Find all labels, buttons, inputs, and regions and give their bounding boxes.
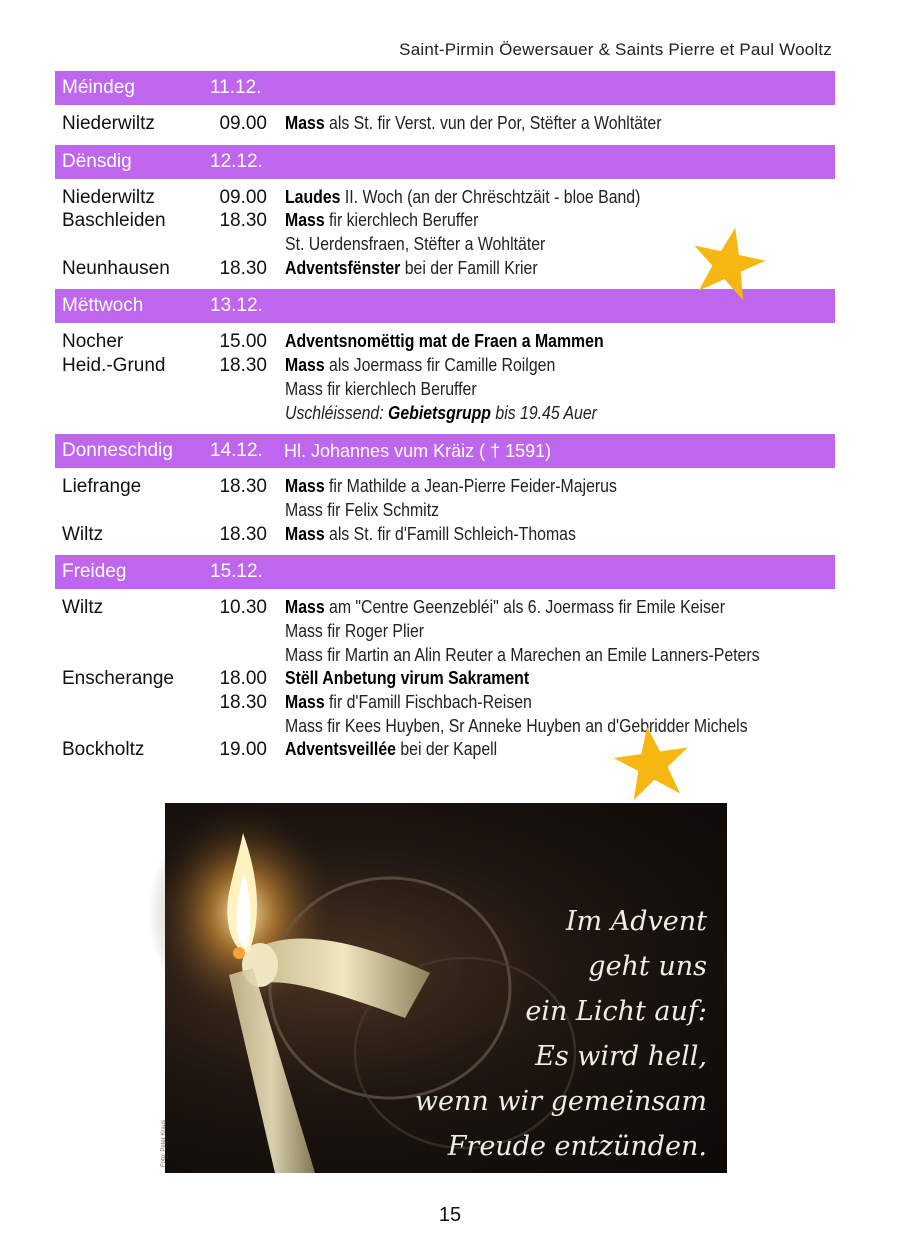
entry-event: Mass (285, 355, 325, 376)
entry-detail: als St. fir Verst. vun der Por, Stëfter a Wohltäter (324, 113, 662, 133)
entry-event: Mass (285, 210, 325, 231)
entry-time: 18.30 (219, 523, 267, 545)
entry-description (285, 475, 617, 499)
entry-description (285, 620, 424, 644)
entry-detail: bis 19.45 Auer (490, 402, 597, 423)
schedule-entry (55, 620, 835, 644)
schedule-entry (55, 330, 835, 354)
entry-event: Mass (285, 476, 325, 497)
entry-time: 10.30 (219, 597, 267, 619)
day-name: Freideg (62, 561, 127, 583)
entry-description (285, 209, 478, 233)
entry-prefix: Uschléissend: (285, 402, 389, 423)
entry-event: Stëll Anbetung virum Sakrament (285, 668, 530, 689)
quote-line: ein Licht auf: (525, 996, 707, 1027)
entry-detail: bei der Famill Krier (400, 257, 538, 278)
entry-detail: als Joermass fir Camille Roilgen (324, 355, 556, 376)
star-decoration (613, 722, 691, 802)
entry-place: Enscherange (62, 668, 174, 690)
entry-time: 18.30 (219, 257, 267, 279)
entry-time: 15.00 (219, 331, 267, 353)
entry-place: Heid.-Grund (62, 355, 166, 377)
schedule-entry (55, 186, 835, 210)
entry-detail: Mass fir kierchlech Beruffer (285, 378, 477, 399)
star-decoration (690, 222, 766, 302)
day-date: 11.12. (210, 77, 262, 98)
quote-line: Freude entzünden. (447, 1131, 707, 1162)
entry-detail: fir Mathilde a Jean-Pierre Feider-Majerus (324, 476, 617, 497)
day-header (55, 71, 835, 105)
entry-description (285, 233, 545, 257)
entry-place: Baschleiden (62, 210, 166, 232)
entry-description (285, 596, 725, 620)
entry-time: 09.00 (219, 113, 267, 134)
entry-detail: Mass fir Felix Schmitz (285, 499, 440, 520)
entry-description (285, 523, 576, 547)
day-date: 13.12. (210, 295, 263, 317)
entry-event: Adventsveillée (285, 739, 396, 760)
entry-description (285, 186, 640, 210)
day-header (55, 434, 835, 468)
day-header (55, 555, 835, 589)
day-entries (55, 589, 835, 771)
schedule-entry (55, 523, 835, 547)
entry-description (285, 402, 597, 426)
day-entries (55, 323, 835, 434)
entry-description (285, 257, 538, 281)
entry-detail: fir kierchlech Beruffer (324, 210, 479, 231)
advent-candle-photo (161, 803, 727, 1173)
entry-description (285, 378, 477, 402)
page-number: 15 (438, 1204, 462, 1226)
entry-event: Mass (285, 597, 325, 618)
entry-description (285, 667, 529, 691)
entry-place: Niederwiltz (62, 186, 155, 208)
entry-event: Mass (285, 523, 325, 544)
schedule-entry (55, 354, 835, 378)
day-entries (55, 105, 835, 145)
entry-time: 18.30 (219, 692, 267, 713)
entry-place: Bockholtz (62, 739, 145, 761)
entry-description (285, 691, 532, 715)
day-feast: Hl. Johannes vum Kräiz ( † 1591) (284, 441, 552, 462)
day-entries (55, 468, 835, 555)
schedule-entry (55, 475, 835, 499)
day-name: Mëttwoch (62, 295, 144, 317)
entry-time: 19.00 (219, 739, 267, 761)
entry-description (285, 330, 604, 354)
quote-line: wenn wir gemeinsam (414, 1086, 707, 1117)
entry-event: Gebietsgrupp (388, 402, 491, 423)
entry-detail: am "Centre Geenzebléi" als 6. Joermass fir Emile Keiser (324, 597, 725, 618)
schedule-entry (55, 112, 835, 136)
entry-detail: Mass fir Roger Plier (285, 620, 425, 641)
entry-place: Niederwiltz (62, 113, 155, 134)
advent-quote (415, 899, 707, 1169)
entry-detail: Mass fir Kees Huyben, Sr Anneke Huyben an d'Gebridder Michels (285, 715, 748, 736)
day-date: 15.12. (210, 561, 263, 583)
entry-detail: II. Woch (an der Chrëschtzäit - bloe Band) (340, 186, 641, 207)
schedule-entry (55, 644, 835, 668)
entry-time: 18.30 (219, 476, 267, 498)
quote-line: Es wird hell, (535, 1041, 707, 1072)
entry-event: Adventsfënster (285, 257, 401, 278)
schedule-entry (55, 715, 835, 739)
day-name: Dënsdig (62, 150, 132, 172)
entry-description (285, 644, 760, 668)
schedule-entry (55, 596, 835, 620)
quote-line: Im Advent (565, 906, 707, 937)
entry-time: 18.30 (219, 355, 267, 377)
entry-description (285, 738, 497, 762)
schedule-entry (55, 738, 835, 762)
entry-description (285, 354, 555, 378)
entry-place: Nocher (62, 331, 124, 353)
entry-detail: fir d'Famill Fischbach-Reisen (324, 692, 532, 712)
entry-detail: bei der Kapell (395, 739, 498, 760)
entry-event: Mass (285, 113, 325, 133)
entry-detail: Mass fir Martin an Alin Reuter a Marechen an Emile Lanners-Peters (285, 644, 760, 665)
entry-time: 18.30 (219, 210, 267, 232)
entry-place: Wiltz (62, 523, 104, 545)
day-header (55, 145, 835, 179)
entry-event: Laudes (285, 186, 341, 207)
schedule-entry (55, 378, 835, 402)
schedule-entry (55, 499, 835, 523)
entry-place: Neunhausen (62, 257, 170, 279)
page-header: Saint-Pirmin Öewersauer & Saints Pierre et Paul Wooltz (399, 40, 832, 59)
entry-description (285, 112, 662, 136)
entry-time: 18.00 (219, 668, 267, 690)
entry-event: Mass (285, 692, 325, 712)
entry-time: 09.00 (219, 186, 267, 208)
weekly-schedule (55, 71, 835, 771)
entry-description (285, 499, 439, 523)
day-name: Donneschdig (62, 440, 173, 462)
schedule-entry (55, 402, 835, 426)
entry-event: Adventsnomëttig mat de Fraen a Mammen (285, 331, 604, 352)
photo-credit: Foto: Peter Kraus (161, 1119, 167, 1167)
schedule-entry (55, 667, 835, 691)
day-date: 12.12. (210, 150, 263, 172)
day-date: 14.12. (210, 440, 263, 462)
entry-detail: St. Uerdensfraen, Stëfter a Wohltäter (285, 234, 546, 255)
entry-place: Wiltz (62, 597, 104, 619)
day-name: Méindeg (62, 77, 135, 98)
entry-place: Liefrange (62, 476, 142, 498)
schedule-entry (55, 691, 835, 715)
quote-line: geht uns (588, 951, 707, 982)
entry-detail: als St. fir d'Famill Schleich-Thomas (324, 523, 576, 544)
